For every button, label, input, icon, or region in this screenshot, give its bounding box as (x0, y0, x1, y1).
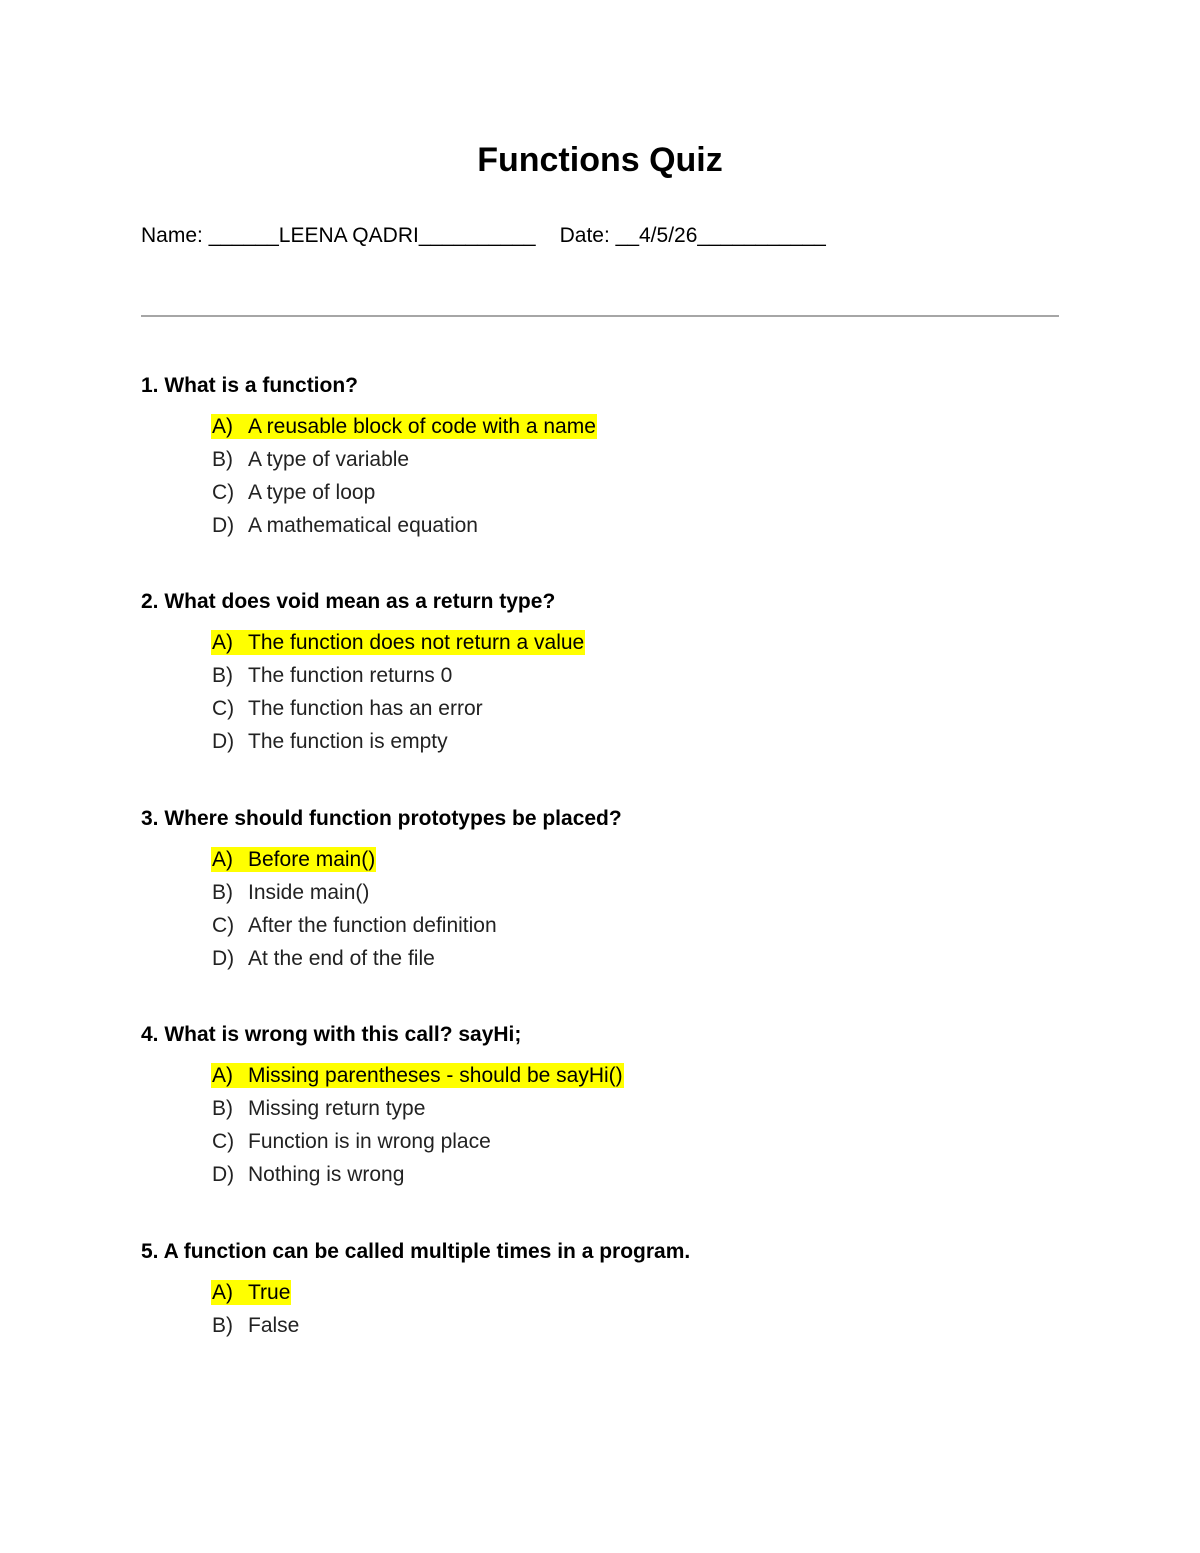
option-d[interactable] (211, 1158, 1081, 1191)
option-label: Inside main() (248, 881, 370, 904)
option-label: A type of variable (248, 448, 410, 471)
question-2 (141, 588, 1081, 758)
option-letter: C) (212, 914, 235, 937)
option-b[interactable] (211, 876, 1081, 909)
date-value: __4/5/26___________ (609, 224, 826, 247)
option-label: A reusable block of code with a name (248, 415, 596, 438)
question-text: 1. What is a function? (141, 374, 359, 397)
option-a[interactable] (211, 843, 1081, 876)
option-label: The function returns 0 (248, 664, 453, 687)
option-letter: D) (212, 730, 235, 753)
option-label: At the end of the file (248, 947, 435, 970)
option-b[interactable] (211, 443, 1081, 476)
option-label: A type of loop (248, 481, 376, 504)
option-d[interactable] (211, 725, 1081, 758)
option-label: A mathematical equation (248, 514, 478, 537)
option-d[interactable] (211, 509, 1081, 542)
option-letter: A) (212, 631, 233, 654)
option-label: Before main() (248, 848, 376, 871)
page-title: Functions Quiz (477, 141, 723, 179)
question-5 (141, 1238, 1081, 1342)
name-value: ______LEENA QADRI__________ (202, 224, 536, 247)
question-1 (141, 372, 1081, 542)
option-letter: B) (212, 448, 233, 471)
option-a[interactable] (211, 410, 1081, 443)
option-letter: C) (212, 481, 235, 504)
option-label: Nothing is wrong (248, 1163, 405, 1186)
option-c[interactable] (211, 476, 1081, 509)
option-letter: C) (212, 1130, 235, 1153)
option-c[interactable] (211, 909, 1081, 942)
option-letter: B) (212, 1097, 233, 1120)
question-text: 2. What does void mean as a return type? (141, 590, 556, 613)
option-letter: A) (212, 848, 233, 871)
student-info-line (141, 222, 826, 250)
name-label: Name: (141, 224, 203, 247)
option-b[interactable] (211, 659, 1081, 692)
option-b[interactable] (211, 1092, 1081, 1125)
question-text: 4. What is wrong with this call? sayHi; (141, 1023, 522, 1046)
option-letter: A) (212, 415, 233, 438)
option-highlight (211, 847, 376, 872)
option-label: True (248, 1281, 291, 1304)
option-list (211, 1276, 1081, 1342)
option-list (211, 1059, 1081, 1191)
horizontal-divider (141, 315, 1059, 317)
option-letter: D) (212, 1163, 235, 1186)
question-text: 3. Where should function prototypes be placed? (141, 807, 622, 830)
question-4 (141, 1021, 1081, 1191)
option-label: The function has an error (248, 697, 483, 720)
option-highlight (211, 1280, 291, 1305)
option-a[interactable] (211, 1059, 1081, 1092)
option-label: The function does not return a value (248, 631, 585, 654)
option-list (211, 843, 1081, 975)
option-list (211, 626, 1081, 758)
option-c[interactable] (211, 692, 1081, 725)
option-a[interactable] (211, 626, 1081, 659)
option-highlight (211, 1063, 624, 1088)
option-d[interactable] (211, 942, 1081, 975)
option-b[interactable] (211, 1309, 1081, 1342)
option-c[interactable] (211, 1125, 1081, 1158)
option-letter: B) (212, 881, 233, 904)
option-highlight (211, 414, 597, 439)
question-text: 5. A function can be called multiple times in a program. (141, 1240, 691, 1263)
option-highlight (211, 630, 585, 655)
option-list (211, 410, 1081, 542)
option-letter: C) (212, 697, 235, 720)
option-label: Missing return type (248, 1097, 426, 1120)
date-label: Date: (559, 224, 610, 247)
option-letter: D) (212, 514, 235, 537)
option-a[interactable] (211, 1276, 1081, 1309)
option-letter: B) (212, 664, 233, 687)
date-block (560, 222, 826, 250)
question-3 (141, 805, 1081, 975)
option-label: False (248, 1314, 300, 1337)
option-letter: A) (212, 1064, 233, 1087)
option-letter: A) (212, 1281, 233, 1304)
option-label: Function is in wrong place (248, 1130, 491, 1153)
option-label: After the function definition (248, 914, 497, 937)
option-label: The function is empty (248, 730, 448, 753)
option-letter: B) (212, 1314, 233, 1337)
option-letter: D) (212, 947, 235, 970)
option-label: Missing parentheses - should be sayHi() (248, 1064, 623, 1087)
